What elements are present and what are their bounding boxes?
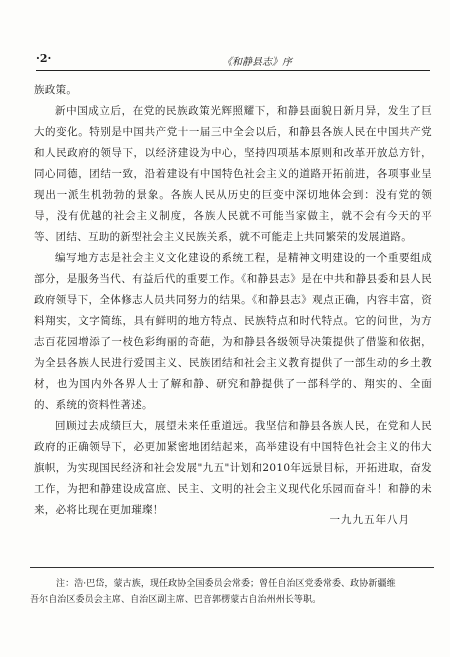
page-number: ·2· [36, 52, 52, 65]
paragraph: 回顾过去成绩巨大，展望未来任重道远。我坚信和静县各族人民，在党和人民政府的正确领导下，必更加紧密地团结起来，高举建设有中国特色社会主义的伟大旗帜，为实现国民经济和社会发展"九五"计划和2010年远景目标，开拓进取，奋发工作，为把和静建设成富庶、民主、文明的社会主义现代化乐园而奋斗！和静的未来，必将比现在更加璀璨！ [34, 420, 432, 516]
footnote-line-1: 注：浩·巴岱，蒙古族，现任政协全国委员会常委；曾任自治区党委常委、政协新疆维 [56, 579, 396, 589]
footnote [30, 576, 434, 608]
signature-date: 一九九五年八月 [329, 514, 410, 526]
body-text [34, 80, 432, 521]
paragraph: 新中国成立后，在党的民族政策光辉照耀下，和静县面貌日新月异，发生了巨大的变化。特别是中国共产党十一届三中全会以后，和静县各族人民在中国共产党和人民政府的领导下，以经济建设为中心，坚持四项基本原则和改革开放总方针，同心同德，团结一致，沿着建设有中国特色社会主义的道路开拓前进，各项事业呈现出一派生机勃勃的景象。各族人民从历史的巨变中深切地体会到：没有党的领导，没有优越的社会主义制度，各族人民就不可能当家做主，就不会有今天的平等、团结、互助的新型社会主义民族关系，就不可能走上共同繁荣的发展道路。 [34, 105, 432, 243]
paragraph-continuation: 族政策。 [34, 84, 78, 96]
footnote-divider [30, 567, 434, 568]
footnote-line-2: 吾尔自治区委员会主席、自治区副主席、巴音郭楞蒙古自治州州长等职。 [30, 595, 322, 605]
book-title: 《和静县志》序 [222, 57, 292, 68]
running-header [36, 52, 430, 71]
paragraph: 编写地方志是社会主义文化建设的系统工程，是精神文明建设的一个重要组成部分，是服务当代、有益后代的重要工作。《和静县志》是在中共和静县委和县人民政府领导下，全体修志人员共同努力的结果。《和静县志》观点正确，内容丰富，资料翔实，文字简练，具有鲜明的地方特点、民族特点和时代特点。它的问世，为方志百花园增添了一枝色彩绚丽的奇葩，为和静县各级领导决策提供了借鉴和依据，为全县各族人民进行爱国主义、民族团结和社会主义教育提供了一部生动的乡土教材，也为国内外各界人士了解和静、研究和静提供了一部科学的、翔实的、全面的、系统的资料性著述。 [34, 252, 432, 411]
